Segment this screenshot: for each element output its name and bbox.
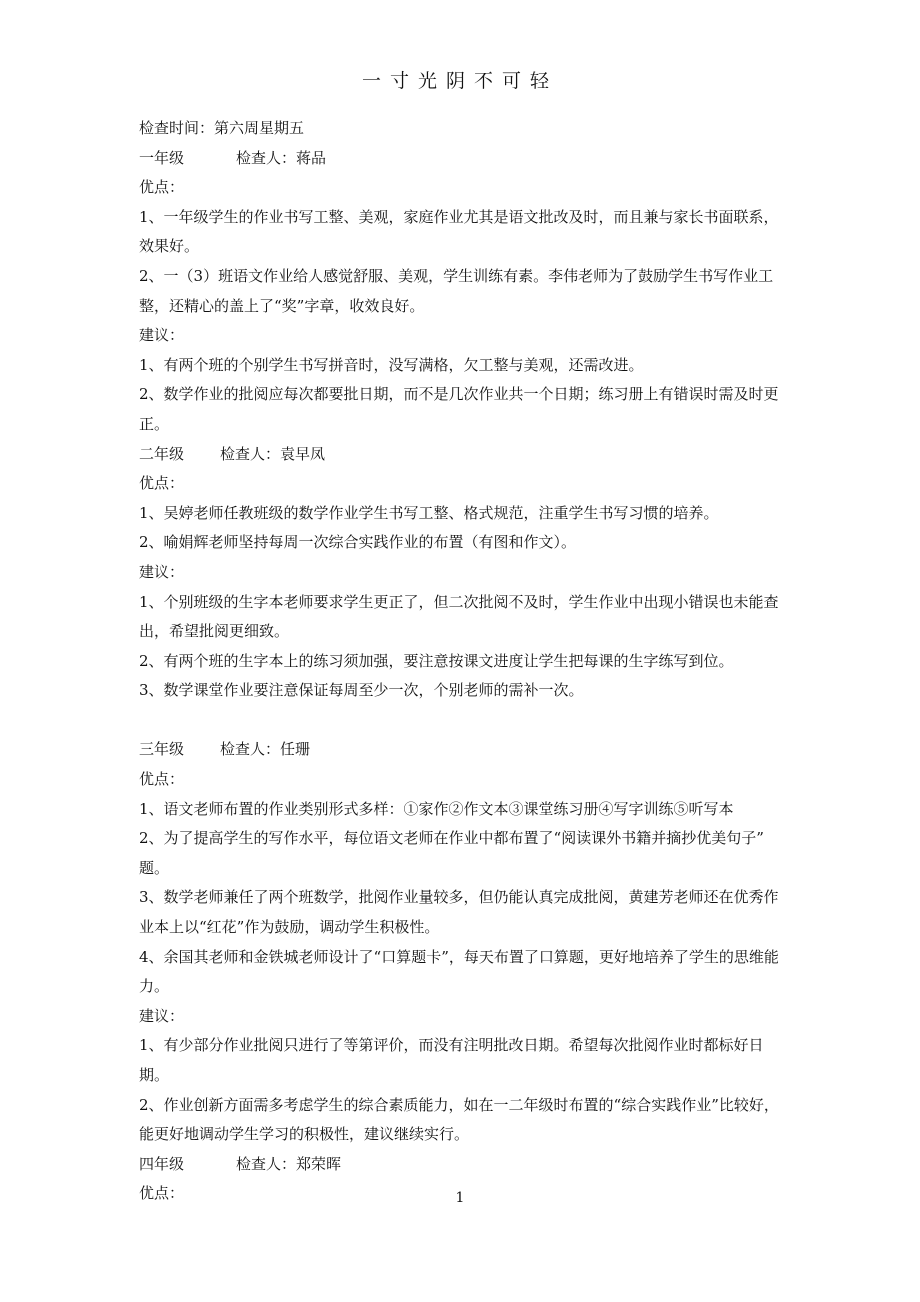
list-item: 2、有两个班的生字本上的练习须加强，要注意按课文进度让学生把每课的生字练写到位。 bbox=[139, 651, 734, 670]
list-item: 2、为了提高学生的写作水平，每位语文老师在作业中都布置了“阅读课外书籍并摘抄优美句子” 题。 bbox=[139, 829, 764, 877]
list-item: 2、一（3）班语文作业给人感觉舒服、美观，学生训练有素。李伟老师为了鼓励学生书写作业工整，还精心的盖上了“奖”字章，收效良好。 bbox=[139, 266, 774, 315]
grade-heading bbox=[139, 735, 789, 765]
pros-label: 优点： bbox=[139, 474, 185, 493]
document-body bbox=[139, 114, 789, 1209]
grade-label: 四年级 bbox=[139, 1154, 185, 1173]
list-item: 2、喻娟辉老师坚持每周一次综合实践作业的布置（有图和作文）。 bbox=[139, 533, 577, 552]
list-item: 2、数学作业的批阅应每次都要批日期，而不是几次作业共一个日期；练习册上有错误时需及时更正。 bbox=[139, 385, 779, 433]
grade-heading bbox=[139, 144, 789, 174]
list-item: 1、语文老师布置的作业类别形式多样：①家作②作文本③课堂练习册④写字训练⑤听写本 bbox=[139, 799, 734, 818]
page-header: 一寸光阴不可轻 bbox=[361, 70, 558, 92]
suggestions-label: 建议： bbox=[139, 1006, 185, 1025]
inspector: 检查人：郑荣晖 bbox=[236, 1154, 342, 1173]
page-number: 1 bbox=[455, 1190, 465, 1206]
list-item: 2、作业创新方面需多考虑学生的综合素质能力，如在一二年级时布置的“综合实践作业”比较好，能更好地调动学生学习的积极性，建议继续实行。 bbox=[139, 1095, 779, 1144]
section-gap bbox=[139, 706, 789, 736]
grade-label: 二年级 bbox=[139, 444, 185, 463]
grade-heading bbox=[139, 1150, 789, 1180]
grade-heading bbox=[139, 440, 789, 470]
list-item: 3、数学老师兼任了两个班数学，批阅作业量较多，但仍能认真完成批阅，黄建芳老师还在优秀作业本上以“红花”作为鼓励，调动学生积极性。 bbox=[139, 888, 779, 937]
list-item: 4、余国其老师和金铁城老师设计了“口算题卡”，每天布置了口算题，更好地培养了学生的思维能力。 bbox=[139, 947, 779, 996]
list-item: 3、数学课堂作业要注意保证每周至少一次，个别老师的需补一次。 bbox=[139, 681, 584, 700]
list-item: 1、有少部分作业批阅只进行了等第评价，而没有注明批改日期。希望每次批阅作业时都标好日期。 bbox=[139, 1036, 764, 1084]
suggestions-label: 建议： bbox=[139, 326, 185, 345]
list-item: 1、吴婷老师任教班级的数学作业学生书写工整、格式规范，注重学生书写习惯的培养。 bbox=[139, 503, 719, 522]
grade-label: 三年级 bbox=[139, 740, 185, 759]
list-item: 1、有两个班的个别学生书写拼音时，没写满格，欠工整与美观，还需改进。 bbox=[139, 355, 644, 374]
list-item: 1、个别班级的生字本老师要求学生更正了，但二次批阅不及时，学生作业中出现小错误也未能查出，希望批阅更细致。 bbox=[139, 592, 779, 641]
inspector: 检查人：任珊 bbox=[220, 740, 311, 759]
pros-label: 优点： bbox=[139, 178, 185, 197]
pros-label: 优点： bbox=[139, 770, 185, 789]
inspector: 检查人：蒋品 bbox=[236, 148, 327, 167]
inspector: 检查人：袁早凤 bbox=[220, 444, 326, 463]
grade-label: 一年级 bbox=[139, 148, 185, 167]
suggestions-label: 建议： bbox=[139, 562, 185, 581]
pros-label: 优点： bbox=[139, 1184, 185, 1203]
list-item: 1、一年级学生的作业书写工整、美观，家庭作业尤其是语文批改及时，而且兼与家长书面联系，效果好。 bbox=[139, 207, 779, 256]
check-time: 检查时间：第六周星期五 bbox=[139, 119, 305, 137]
